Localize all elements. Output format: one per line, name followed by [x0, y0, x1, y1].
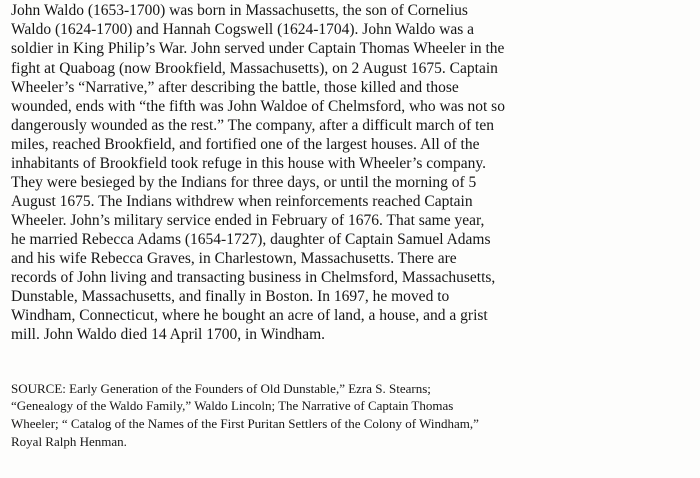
body-line: and his wife Rebecca Graves, in Charlestown, Massachusetts. There are: [11, 250, 457, 267]
body-line: soldier in King Philip’s War. John served under Captain Thomas Wheeler in the: [11, 40, 505, 57]
body-line: Wheeler’s “Narrative,” after describing the battle, those killed and those: [11, 79, 459, 96]
body-line: John Waldo (1653-1700) was born in Massachusetts, the son of Cornelius: [11, 2, 468, 19]
body-line: dangerously wounded as the rest.” The company, after a difficult march of ten: [11, 117, 495, 134]
body-line: inhabitants of Brookfield took refuge in this house with Wheeler’s company.: [11, 155, 486, 172]
body-line: fight at Quaboag (now Brookfield, Massachusetts), on 2 August 1675. Captain: [11, 60, 498, 77]
source-line: Wheeler; “ Catalog of the Names of the First Puritan Settlers of the Colony of Windham,”: [11, 416, 479, 431]
body-line: Waldo (1624-1700) and Hannah Cogswell (1624-1704). John Waldo was a: [11, 21, 474, 38]
body-line: wounded, ends with “the fifth was John Waldoe of Chelmsford, who was not so: [11, 98, 505, 115]
body-line: Windham, Connecticut, where he bought an acre of land, a house, and a grist: [11, 307, 488, 324]
source-line: SOURCE: Early Generation of the Founders of Old Dunstable,” Ezra S. Stearns;: [11, 381, 431, 396]
body-line: records of John living and transacting business in Chelmsford, Massachusetts,: [11, 269, 496, 286]
body-line: mill. John Waldo died 14 April 1700, in Windham.: [11, 326, 326, 343]
body-line: Dunstable, Massachusetts, and finally in Boston. In 1697, he moved to: [11, 288, 450, 305]
body-line: They were besieged by the Indians for three days, or until the morning of 5: [11, 174, 477, 191]
source-line: Royal Ralph Henman.: [11, 434, 127, 449]
body-line: Wheeler. John’s military service ended in February of 1676. That same year,: [11, 212, 485, 229]
body-line: miles, reached Brookfield, and fortified one of the largest houses. All of the: [11, 136, 480, 153]
source-line: “Genealogy of the Waldo Family,” Waldo Lincoln; The Narrative of Captain Thomas: [11, 398, 454, 413]
body-line: he married Rebecca Adams (1654-1727), daughter of Captain Samuel Adams: [11, 231, 491, 248]
body-line: August 1675. The Indians withdrew when reinforcements reached Captain: [11, 193, 473, 210]
